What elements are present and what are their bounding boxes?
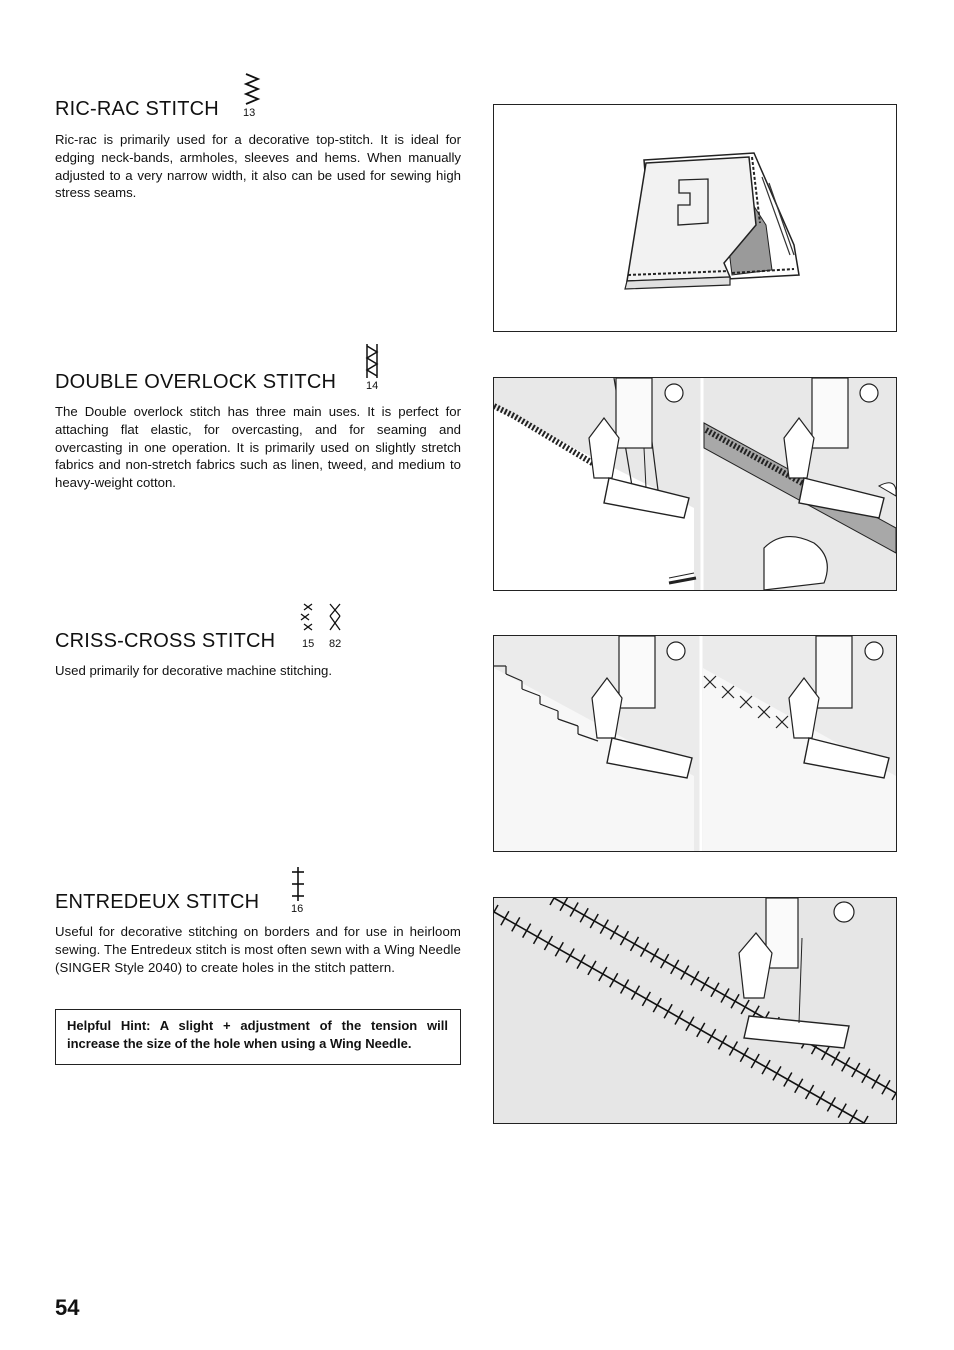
helpful-hint-box — [55, 1009, 461, 1065]
entredeux-description: Useful for decorative stitching on borders and for use in heirloom sewing. The Entredeux stitch is most often sewn with a Wing Needle (SINGER Style 2040) to create holes in the stitch pattern. — [55, 924, 461, 975]
criss-cross-stitch-number-82: 82 — [329, 638, 342, 650]
entredeux-stitch-symbol-icon — [289, 866, 307, 907]
criss-cross-illustration — [493, 635, 897, 852]
helpful-hint-text: Helpful Hint: A slight + adjustment of the tension will increase the size of the hole when using a Wing Needle. — [67, 1018, 448, 1051]
criss-cross-description: Used primarily for decorative machine stitching. — [55, 663, 333, 678]
double-overlock-title: DOUBLE OVERLOCK STITCH — [55, 371, 337, 393]
ric-rac-description: Ric-rac is primarily used for a decorative top-stitch. It is ideal for edging neck-bands, armholes, sleeves and hems. When manually adjusted to a very narrow width, it also can be used for sewing high stress seams. — [55, 132, 461, 201]
ric-rac-title: RIC-RAC STITCH — [55, 98, 219, 120]
criss-cross-title: CRISS-CROSS STITCH — [55, 630, 276, 652]
ric-rac-stitch-number: 13 — [243, 107, 256, 119]
entredeux-stitch-number: 16 — [291, 903, 304, 915]
double-overlock-description: The Double overlock stitch has three main uses. It is perfect for attaching flat elastic, for overcasting, and for seaming and overcasting in one operation. It is primarily used on slightly stretch fabrics and non-stretch fabrics such as linen, tweed, and medium to heavy-weight cotton. — [55, 404, 461, 491]
entredeux-illustration — [493, 897, 897, 1124]
double-overlock-illustration — [493, 377, 897, 591]
page-number: 54 — [55, 1295, 80, 1320]
criss-cross-stitch-number-15: 15 — [302, 638, 315, 650]
criss-cross-stitch-symbol-icon — [298, 601, 348, 642]
double-overlock-stitch-number: 14 — [366, 380, 379, 392]
double-overlock-stitch-symbol-icon — [362, 342, 382, 385]
ric-rac-illustration — [493, 104, 897, 332]
entredeux-title: ENTREDEUX STITCH — [55, 891, 260, 913]
